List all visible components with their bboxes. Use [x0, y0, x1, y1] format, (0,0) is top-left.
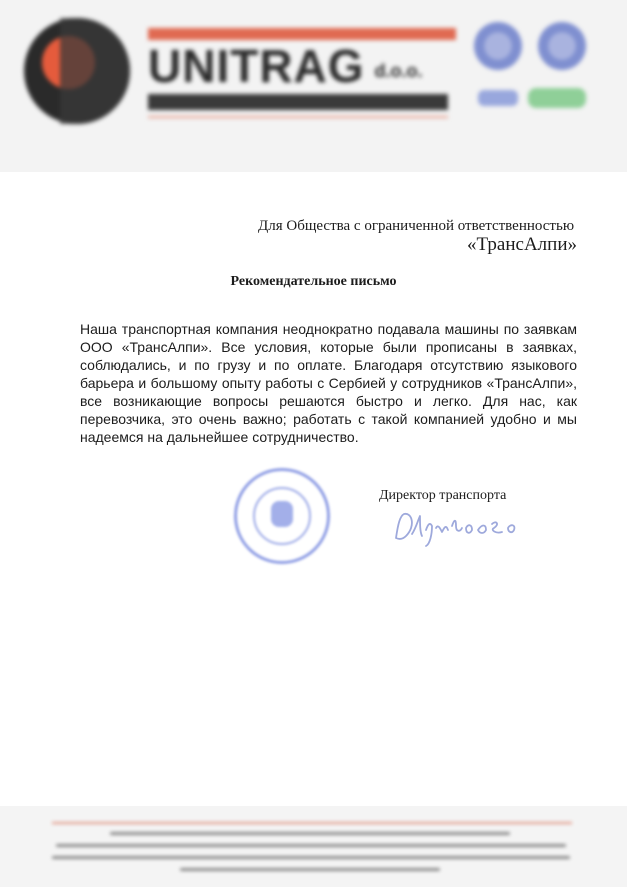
letter-body: Наша транспортная компания неоднократно подавала машины по заявкам ООО «ТрансАлпи». Все условия, которые были прописаны в заявках, соблюдались, и по грузу и по оплате. Благодаря отсутствию языкового барьера и большому опыту работы с Сербией у сотрудников «ТрансАлпи», все возникающие вопросы решаются быстро и легко. Для нас, как перевозчика, это очень важно; работать с такой компанией удобно и мы надеемся на дальнейшее сотрудничество.: [80, 321, 577, 445]
document-title: Рекомендательное письмо: [230, 274, 397, 289]
certification-badge-icon: [528, 88, 586, 108]
letterhead-divider: [148, 116, 448, 118]
letterhead-contacts: [0, 132, 627, 152]
footer-divider: [52, 822, 572, 824]
signatory-title: Директор транспорта: [379, 488, 507, 503]
letterhead-red-band: [148, 28, 456, 40]
addressee-line: Для Общества с ограниченной ответственностью: [258, 218, 575, 234]
company-stamp: [234, 468, 330, 564]
certification-badge-icon: [474, 22, 522, 70]
logo-swoosh: [60, 18, 130, 124]
stamp-emblem-icon: [271, 501, 293, 527]
letterhead: [0, 0, 627, 172]
footer-text-line: [180, 868, 440, 871]
handwritten-signature: [390, 506, 530, 550]
company-tagline: [148, 94, 448, 110]
company-suffix: d.o.o.: [374, 60, 423, 81]
certification-badge-icon: [538, 22, 586, 70]
footer-text-line: [56, 844, 566, 847]
brand-row: [148, 40, 468, 92]
addressee-company: «ТрансАлпи»: [467, 234, 577, 255]
letterhead-footer: [0, 806, 627, 887]
footer-text-line: [52, 856, 570, 859]
company-name: UNITRAG: [148, 40, 365, 92]
footer-text-line: [110, 832, 510, 835]
certification-badge-icon: [478, 90, 518, 106]
